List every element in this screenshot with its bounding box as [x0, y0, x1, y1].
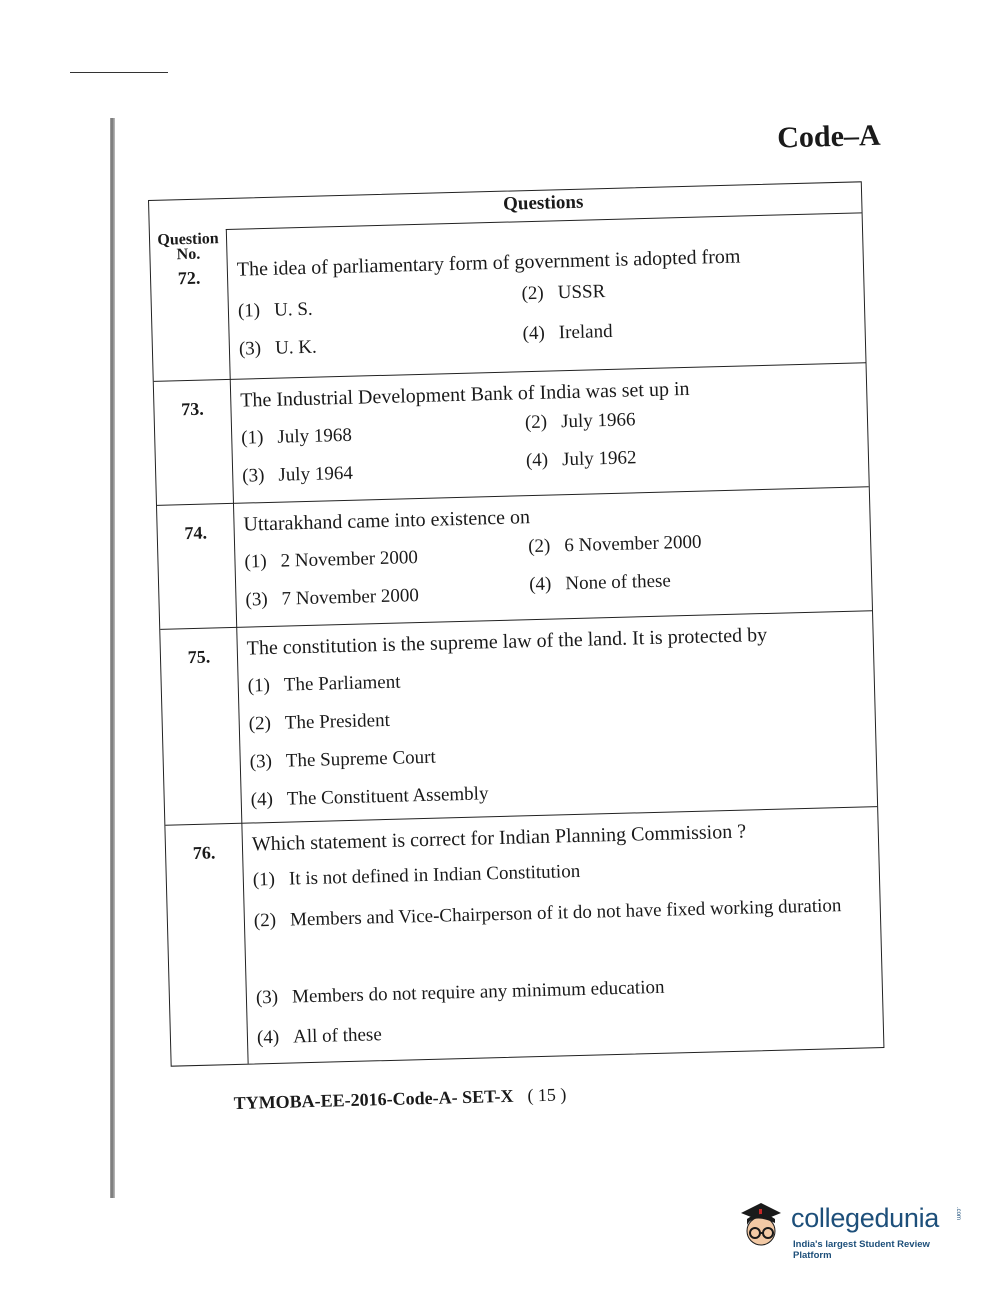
question-text: Which statement is correct for Indian Planning Commission ?	[251, 820, 747, 856]
brand-tagline: India's largest Student Review Platform	[793, 1239, 930, 1261]
option-1: (1) 2 November 2000	[244, 547, 419, 573]
option-3: (3) The Supreme Court	[249, 746, 436, 773]
question-text: The idea of parliamentary form of government is adopted from	[236, 245, 741, 281]
option-4: (4) Ireland	[522, 320, 613, 345]
question-row-72	[150, 232, 865, 381]
question-number: 76.	[192, 842, 216, 864]
question-table	[148, 181, 884, 1066]
question-row-75	[160, 610, 877, 826]
option-4: (4) All of these	[256, 1024, 383, 1049]
header-question-no: Question No.	[157, 230, 219, 264]
top-rule	[70, 72, 168, 73]
option-1: (1) It is not defined in Indian Constitution	[252, 860, 581, 891]
brand-suffix: .com	[955, 1207, 961, 1221]
option-3: (3) July 1964	[241, 462, 354, 487]
option-2: (2) 6 November 2000	[527, 531, 702, 558]
option-2: (2) The President	[248, 709, 391, 735]
footer	[233, 1084, 566, 1114]
option-4: (4) July 1962	[525, 447, 637, 472]
question-row-73	[154, 362, 869, 506]
option-1: (1) The Parliament	[247, 671, 401, 697]
option-3: (3) U. K.	[238, 336, 318, 360]
option-1: (1) July 1968	[240, 424, 353, 449]
code-label: Code–A	[776, 118, 881, 155]
paper-code: TYMOBA-EE-2016-Code-A- SET-X	[233, 1085, 514, 1114]
question-number: 75.	[187, 646, 211, 668]
collegedunia-watermark	[735, 1195, 965, 1265]
option-2: (2) USSR	[521, 281, 606, 305]
mascot-icon	[735, 1195, 787, 1255]
question-text: The constitution is the supreme law of the land. It is protected by	[246, 623, 768, 660]
option-2: (2) Members and Vice-Chairperson of it do not have fixed working duration	[253, 895, 842, 932]
option-3: (3) Members do not require any minimum education	[255, 976, 665, 1009]
header-questions: Questions	[502, 191, 584, 215]
option-2: (2) July 1966	[524, 409, 636, 434]
question-number: 73.	[180, 398, 204, 420]
question-number: 72.	[177, 267, 201, 289]
brand-name: collegedunia	[791, 1203, 940, 1233]
question-text: Uttarakhand came into existence on	[243, 506, 531, 536]
question-number: 74.	[184, 522, 208, 544]
question-row-74	[157, 486, 872, 630]
question-sheet	[148, 118, 901, 1114]
option-4: (4) The Constituent Assembly	[250, 783, 489, 811]
page-number: ( 15 )	[527, 1084, 567, 1106]
option-4: (4) None of these	[528, 570, 672, 596]
option-1: (1) U. S.	[237, 298, 313, 322]
option-3: (3) 7 November 2000	[245, 585, 420, 611]
scan-binding-edge	[110, 118, 115, 1198]
question-text: The Industrial Development Bank of India was set up in	[239, 377, 690, 412]
question-row-76	[165, 806, 883, 1067]
